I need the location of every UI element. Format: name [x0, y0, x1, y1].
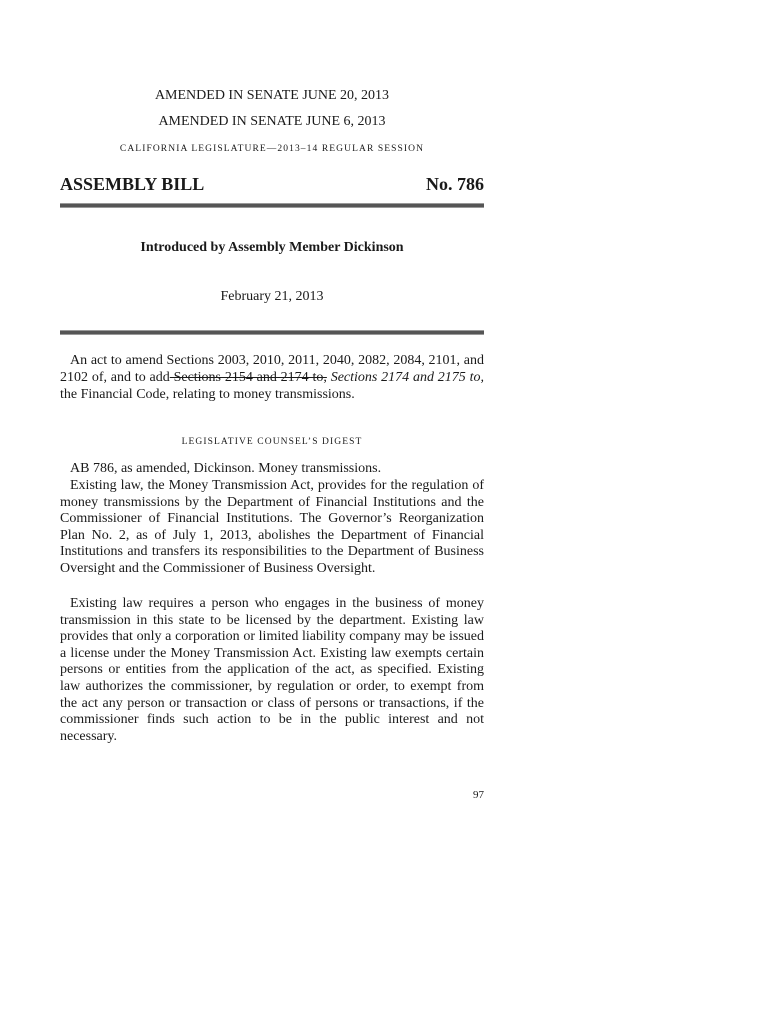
session-line: CALIFORNIA LEGISLATURE—2013–14 REGULAR SESSION — [119, 144, 425, 154]
digest-paragraph-2: Existing law requires a person who engages in the business of money transmission in this state to be licensed by the department. Existing law provides that only a corporation or limited liability company may be issued a license under the Money Transmission Act. Existing law exempts certain persons or entities from the application of the act, as specified. Existing law authorizes the commissioner, by regulation or order, to exempt from the act any person or transaction or class of persons or transactions, if the commissioner finds such action to be in the public interest and not necessary. — [60, 596, 484, 744]
digest-heading: LEGISLATIVE COUNSEL’S DIGEST — [181, 437, 363, 447]
act-text: An act to amend Sections 2003, 2010, 2011, 2040, 2082, 2084, 2101, and 2102 of, and to add — [60, 353, 484, 385]
amendment-line-2: AMENDED IN SENATE JUNE 6, 2013 — [158, 114, 386, 129]
top-rule — [60, 203, 484, 208]
act-text-end: the Financial Code, relating to money transmissions. — [60, 387, 355, 402]
page-number: 97 — [473, 789, 484, 801]
inserted-text: Sections 2174 and 2175 to, — [326, 370, 484, 385]
digest-paragraph-1: Existing law, the Money Transmission Act, provides for the regulation of money transmissions by the Department of Financial Institutions and the Commissioner of Financial Institutions. The Governor’s Reorganization Plan No. 2, as of July 1, 2013, abolishes the Department of Financial Institutions and transfers its responsibilities to the Department of Business Oversight and the Commissioner of Business Oversight. — [60, 478, 484, 576]
bill-title-row — [60, 174, 484, 198]
bill-type: ASSEMBLY BILL — [60, 174, 205, 194]
introduced-by: Introduced by Assembly Member Dickinson — [140, 240, 404, 255]
bill-number: No. 786 — [426, 174, 484, 194]
bottom-rule — [60, 330, 484, 335]
struck-text: Sections 2154 and 2174 to, — [169, 370, 327, 385]
digest-title-line: AB 786, as amended, Dickinson. Money transmissions. — [70, 461, 382, 476]
act-description — [60, 352, 484, 403]
introduction-date: February 21, 2013 — [220, 289, 324, 304]
amendment-line-1: AMENDED IN SENATE JUNE 20, 2013 — [154, 88, 390, 103]
